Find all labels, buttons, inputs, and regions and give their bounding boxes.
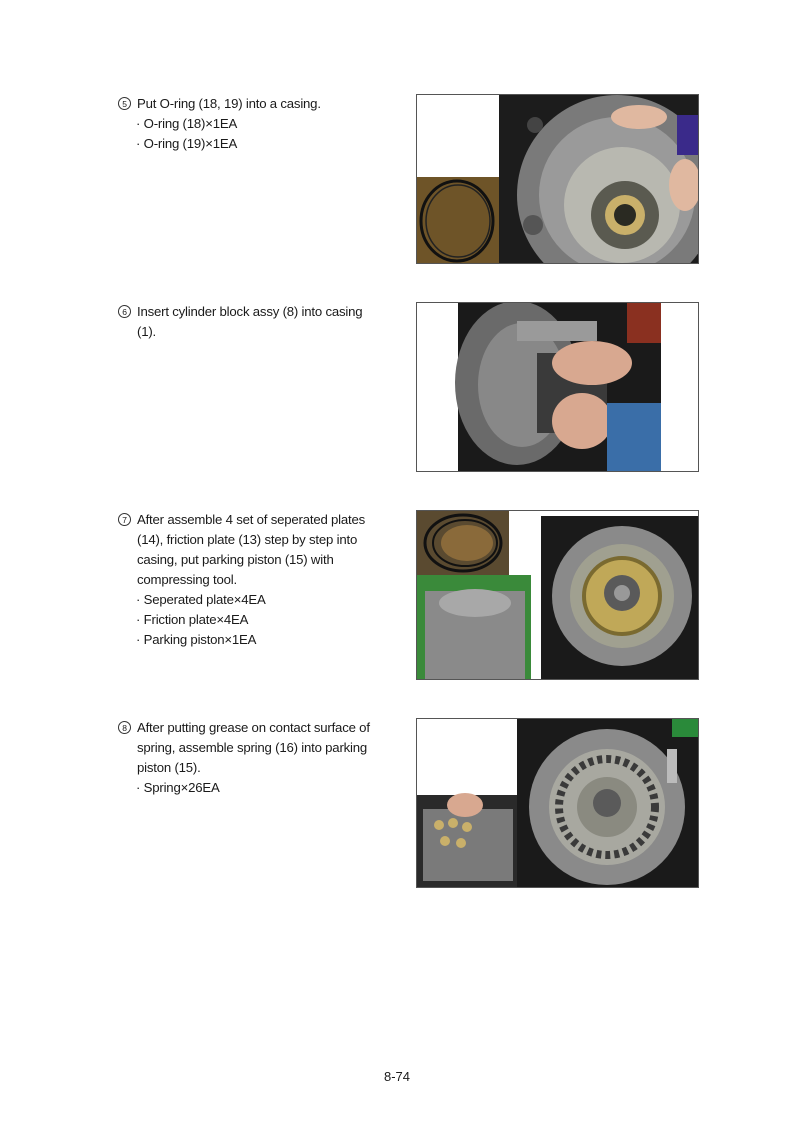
step-8 [118, 718, 380, 798]
plates-parking-piston-photo-icon [416, 510, 699, 680]
step-7-instruction [118, 510, 380, 590]
step-number: 8 [118, 721, 131, 734]
spring-assembly-photo-icon [416, 718, 699, 888]
page-number: 8-74 [383, 1069, 411, 1084]
step-number: 5 [118, 97, 131, 110]
step-7 [118, 510, 380, 650]
step-6 [118, 302, 380, 342]
o-ring-casing-photo-icon [416, 94, 699, 264]
part-item: · O-ring (18)×1EA [136, 116, 238, 131]
cylinder-block-insert-photo-icon [416, 302, 699, 472]
step-text: After putting grease on contact surface of spring, assemble spring (16) into parking piston (15). [137, 720, 370, 775]
part-item: · Parking piston×1EA [136, 632, 257, 647]
part-item: · Seperated plate×4EA [136, 592, 266, 607]
part-item: · Spring×26EA [136, 780, 220, 795]
parts-list [118, 778, 380, 798]
part-item: · Friction plate×4EA [136, 612, 249, 627]
step-5 [118, 94, 380, 154]
step-text: Put O-ring (18, 19) into a casing. [137, 96, 321, 111]
step-6-instruction [118, 302, 380, 342]
step-5-instruction [118, 94, 380, 114]
step-number: 7 [118, 513, 131, 526]
parts-list [118, 590, 380, 650]
step-text: Insert cylinder block assy (8) into casing (1). [137, 304, 363, 339]
step-number: 6 [118, 305, 131, 318]
step-8-instruction [118, 718, 380, 778]
parts-list [118, 114, 380, 154]
step-text: After assemble 4 set of seperated plates (14), friction plate (13) step by step into casing, put parking piston (15) with compressing tool. [137, 512, 366, 587]
part-item: · O-ring (19)×1EA [136, 136, 238, 151]
